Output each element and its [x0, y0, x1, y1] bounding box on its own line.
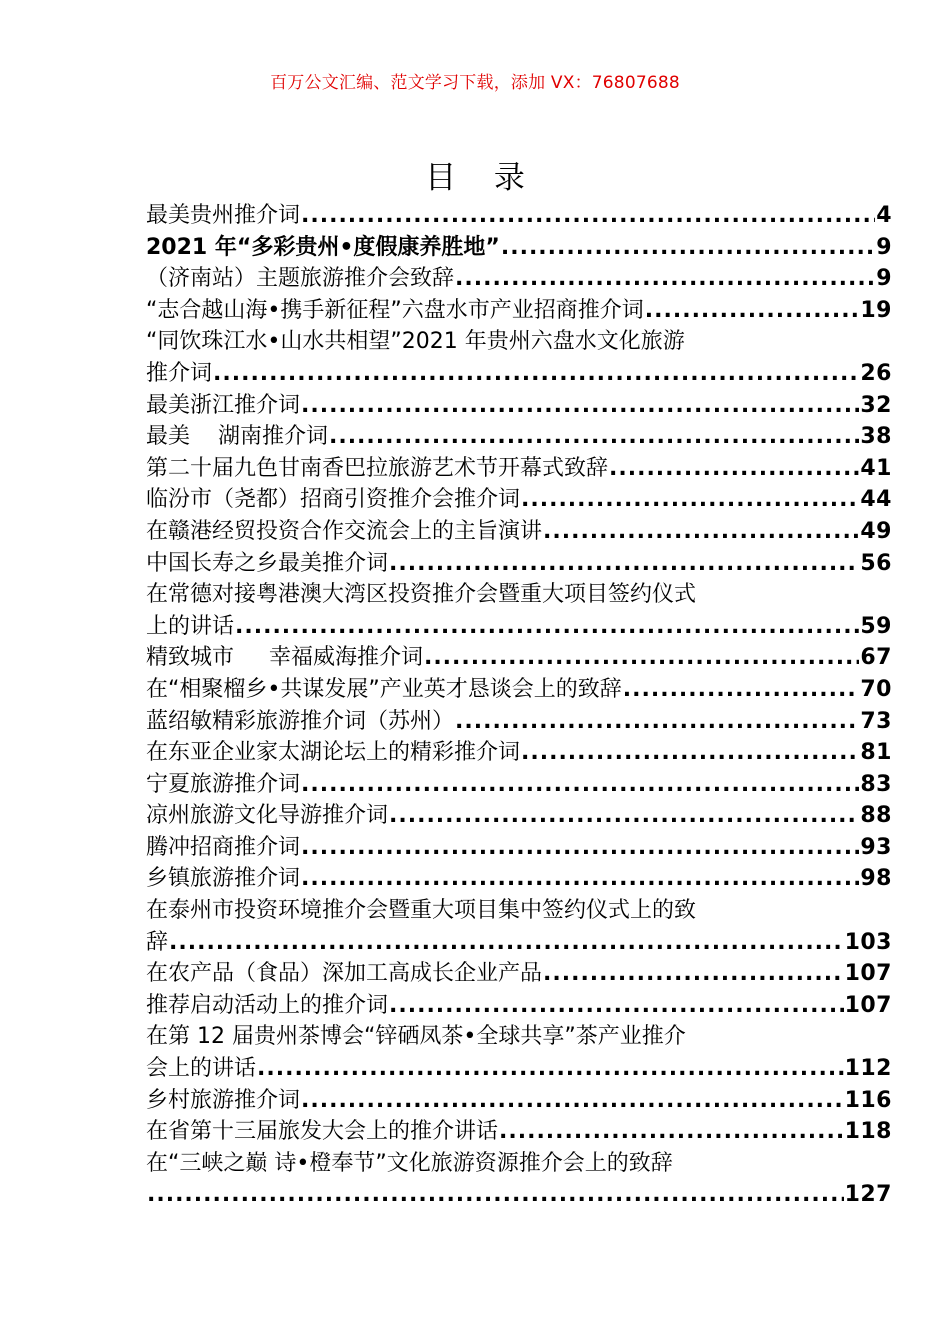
toc-entry-title: 在省第十三届旅发大会上的推介讲话	[146, 1119, 499, 1145]
toc-entry[interactable]	[146, 390, 892, 422]
page-title: 目 录	[425, 160, 539, 196]
toc-entry[interactable]	[146, 990, 892, 1022]
toc-entry-page: 32	[860, 392, 892, 418]
toc-leader-dots	[213, 358, 859, 390]
toc-entry-page: 70	[860, 676, 892, 702]
toc-entry[interactable]	[146, 769, 892, 801]
toc-entry-title: 在“相聚榴乡•共谋发展”产业英才恳谈会上的致辞	[146, 676, 622, 702]
toc-entry[interactable]	[146, 1085, 892, 1117]
toc-entry-title: 中国长寿之乡最美推介词	[146, 550, 389, 576]
toc-entry-page: 41	[860, 455, 892, 481]
toc-entry-title: 乡镇旅游推介词	[146, 866, 301, 892]
toc-entry-title: 第二十届九色甘南香巴拉旅游艺术节开幕式致辞	[146, 455, 609, 481]
toc-entry-title: 最美贵州推介词	[146, 203, 301, 228]
toc-entry-title: 最美 湖南推介词	[146, 424, 328, 450]
toc-entry[interactable]	[146, 453, 892, 485]
toc-entry[interactable]	[146, 1021, 892, 1053]
toc-entry-title: 精致城市 幸福威海推介词	[146, 645, 423, 671]
toc-entry-page: 107	[844, 961, 892, 987]
toc-entry-page: 98	[860, 866, 892, 892]
toc-leader-dots	[329, 421, 859, 453]
toc-entry-page: 26	[860, 360, 892, 386]
toc-entry[interactable]	[146, 326, 892, 358]
toc-entry[interactable]	[146, 642, 892, 674]
toc-entry-page: 118	[844, 1119, 892, 1145]
toc-leader-dots	[235, 611, 859, 643]
toc-entry[interactable]	[146, 295, 892, 327]
toc-entry[interactable]	[146, 706, 892, 738]
toc-leader-dots	[301, 832, 859, 864]
toc-entry-page: 49	[860, 518, 892, 544]
toc-entry-title: “志合越山海•携手新征程”六盘水市产业招商推介词	[146, 297, 644, 323]
toc-entry-page: 116	[844, 1087, 892, 1113]
toc-leader-dots	[521, 484, 859, 516]
toc-entry-title: 宁夏旅游推介词	[146, 771, 301, 797]
toc-leader-dots	[543, 958, 844, 990]
toc-entry-page: 9	[876, 234, 892, 260]
toc-leader-dots	[147, 1179, 844, 1211]
toc-leader-dots	[389, 990, 844, 1022]
toc-entry-continuation[interactable]	[146, 358, 892, 390]
toc-leader-dots	[301, 200, 875, 232]
toc-leader-dots	[455, 263, 875, 295]
toc-entry[interactable]	[146, 232, 892, 264]
toc-entry-page: 107	[844, 992, 892, 1018]
toc-entry[interactable]	[146, 958, 892, 990]
toc-entry-page: 112	[844, 1056, 892, 1082]
header-note: 百万公文汇编、范文学习下载，添加 VX：76807688	[270, 73, 680, 93]
toc-entry[interactable]	[146, 484, 892, 516]
toc-entry-continuation[interactable]	[146, 611, 892, 643]
toc-leader-dots	[645, 295, 860, 327]
toc-leader-dots	[301, 390, 859, 422]
toc-entry-title: 凉州旅游文化导游推介词	[146, 803, 389, 829]
toc-entry-title: 最美浙江推介词	[146, 392, 301, 418]
toc-entry[interactable]	[146, 895, 892, 927]
toc-entry-title-cont: 推介词	[146, 360, 213, 386]
toc-leader-dots	[609, 453, 859, 485]
toc-entry-page: 81	[860, 740, 892, 766]
toc-leader-dots	[623, 674, 860, 706]
toc-entry-page: 19	[860, 297, 892, 323]
toc-entry-title: 2021 年“多彩贵州•度假康养胜地”	[146, 234, 500, 260]
toc-entry[interactable]	[146, 1148, 892, 1180]
toc-entry-page: 73	[860, 708, 892, 734]
toc-entry-page: 9	[876, 266, 892, 292]
toc-entry-page: 103	[844, 929, 892, 955]
toc-entry[interactable]	[146, 832, 892, 864]
toc-leader-dots	[389, 800, 859, 832]
toc-leader-dots	[543, 516, 859, 548]
toc-leader-dots	[257, 1053, 844, 1085]
toc-entry[interactable]	[146, 579, 892, 611]
toc-entry[interactable]	[146, 674, 892, 706]
toc-entry-page: 93	[860, 834, 892, 860]
toc-leader-dots	[499, 1116, 844, 1148]
toc-entry-title: 乡村旅游推介词	[146, 1087, 301, 1113]
toc-entry-title: 蓝绍敏精彩旅游推介词（苏州）	[146, 708, 455, 734]
toc-entry-title: 临汾市（尧都）招商引资推介会推介词	[146, 487, 521, 513]
toc-entry[interactable]	[146, 548, 892, 580]
toc-entry-title: “同饮珠江水•山水共相望”2021 年贵州六盘水文化旅游	[146, 329, 685, 355]
toc-entry-page: 83	[860, 771, 892, 797]
toc-leader-dots	[389, 548, 859, 580]
toc-entry[interactable]	[146, 800, 892, 832]
toc-entry-page: 38	[860, 424, 892, 450]
toc-entry-title: （济南站）主题旅游推介会致辞	[146, 266, 455, 292]
toc-entry-title: 在“三峡之巅 诗•橙奉节”文化旅游资源推介会上的致辞	[146, 1150, 673, 1176]
toc-entry[interactable]	[146, 516, 892, 548]
toc-entry[interactable]	[146, 200, 892, 232]
toc-entry-title: 腾冲招商推介词	[146, 834, 301, 860]
toc-entry-page: 88	[860, 803, 892, 829]
toc-entry[interactable]	[146, 737, 892, 769]
toc-leader-dots	[455, 706, 859, 738]
toc-entry[interactable]	[146, 863, 892, 895]
toc-leader-dots	[301, 1085, 844, 1117]
toc-entry-page: 59	[860, 613, 892, 639]
toc-entry[interactable]	[146, 421, 892, 453]
toc-entry[interactable]	[146, 263, 892, 295]
toc-entry-page: 127	[844, 1182, 892, 1208]
toc-entry-title: 在农产品（食品）深加工高成长企业产品	[146, 961, 543, 987]
toc-entry-page: 67	[860, 645, 892, 671]
toc-entry-continuation[interactable]	[146, 1179, 892, 1211]
toc-entry-title: 在常德对接粤港澳大湾区投资推介会暨重大项目签约仪式	[146, 582, 697, 608]
toc-entry-page: 4	[876, 203, 892, 228]
toc-entry-continuation[interactable]	[146, 927, 892, 959]
toc-leader-dots	[424, 642, 859, 674]
toc-entry[interactable]	[146, 1116, 892, 1148]
toc-leader-dots	[301, 769, 859, 801]
toc-entry-title-cont: 会上的讲话	[146, 1056, 257, 1082]
toc-leader-dots	[521, 737, 859, 769]
table-of-contents	[146, 200, 892, 1211]
toc-entry-title: 在赣港经贸投资合作交流会上的主旨演讲	[146, 518, 543, 544]
toc-entry-title: 在泰州市投资环境推介会暨重大项目集中签约仪式上的致	[146, 898, 697, 924]
toc-entry-title: 在东亚企业家太湖论坛上的精彩推介词	[146, 740, 521, 766]
toc-leader-dots	[301, 863, 859, 895]
toc-entry-page: 44	[860, 487, 892, 513]
toc-leader-dots	[501, 232, 875, 264]
toc-entry-title-cont: 辞	[146, 929, 169, 955]
toc-entry-continuation[interactable]	[146, 1053, 892, 1085]
toc-entry-title: 在第 12 届贵州茶博会“锌硒凤茶•全球共享”茶产业推介	[146, 1024, 686, 1050]
toc-entry-page: 56	[860, 550, 892, 576]
toc-entry-title: 推荐启动活动上的推介词	[146, 992, 389, 1018]
toc-leader-dots	[169, 927, 844, 959]
toc-entry-title-cont: 上的讲话	[146, 613, 235, 639]
